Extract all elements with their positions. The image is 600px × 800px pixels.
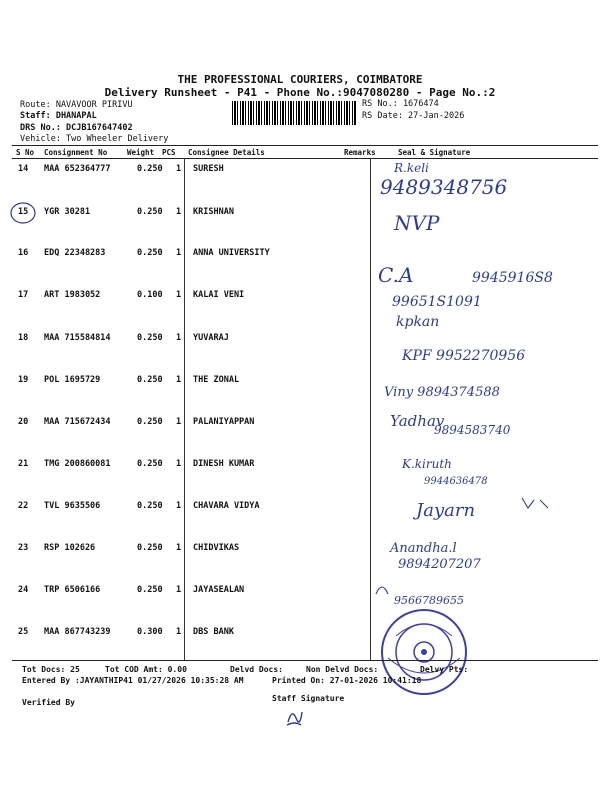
sig-row21-phone: 9944636478 [424, 476, 488, 487]
staff-signature-mark [284, 706, 304, 728]
row-weight: 0.250 [137, 543, 163, 553]
col-pcs: PCS [162, 148, 176, 157]
row-weight: 0.250 [137, 333, 163, 343]
sig-row23-name: Anandha.l [390, 541, 457, 556]
verified-by: Verified By [22, 698, 75, 707]
row-consignment: TVL 9635506 [44, 501, 101, 511]
row-consignee: CHIDVIKAS [193, 543, 240, 553]
barcode [232, 101, 357, 125]
sig-row15: NVP [394, 211, 440, 235]
sig-row14-phone: 9489348756 [380, 175, 508, 199]
sig-row16-phone: 9945916S8 [472, 270, 553, 286]
row-weight: 0.250 [137, 164, 163, 174]
delvy-pts: Delvy Pts: [420, 665, 469, 674]
row-consignee: ANNA UNIVERSITY [193, 248, 270, 258]
row-consignment: MAA 652364777 [44, 164, 111, 174]
row-consignee: DINESH KUMAR [193, 459, 255, 469]
row-pcs: 1 [176, 164, 182, 174]
sig-row22: Jayarn [416, 500, 476, 521]
staff-label: Staff: DHANAPAL [20, 111, 97, 121]
row-consignment: TMG 200860081 [44, 459, 111, 469]
row-sno: 15 [18, 207, 29, 217]
runsheet-title: Delivery Runsheet - P41 - Phone No.:9047080280 - Page No.:2 [104, 86, 496, 99]
row-pcs: 1 [176, 290, 182, 300]
col-weight: Weight [127, 148, 155, 157]
row-pcs: 1 [176, 585, 182, 595]
header-top-rule [12, 145, 598, 146]
sig-row16-name: C.A [378, 263, 414, 287]
row-consignee: JAYASEALAN [193, 585, 245, 595]
sig-row18: KPF 9952270956 [402, 348, 526, 364]
row-weight: 0.250 [137, 585, 163, 595]
row-consignee: YUVARAJ [193, 333, 229, 343]
vehicle-label: Vehicle: Two Wheeler Delivery [20, 134, 169, 144]
sig-row19: Viny 9894374588 [384, 385, 500, 400]
row-sno: 22 [18, 501, 29, 511]
row-consignment: EDQ 22348283 [44, 248, 106, 258]
entered-by: Entered By :JAYANTHIP41 01/27/2026 10:35:28 AM [22, 676, 244, 685]
sig-row17-phone: 99651S1091 [392, 294, 482, 310]
row-consignee: SURESH [193, 164, 224, 174]
row-weight: 0.300 [137, 627, 163, 637]
row-consignee: PALANIYAPPAN [193, 417, 255, 427]
row-consignee: DBS BANK [193, 627, 234, 637]
row-pcs: 1 [176, 459, 182, 469]
row-weight: 0.250 [137, 248, 163, 258]
row-weight: 0.250 [137, 501, 163, 511]
row-sno: 23 [18, 543, 29, 553]
row-consignee: KRISHNAN [193, 207, 234, 217]
row-sno: 14 [18, 164, 29, 174]
row-consignment: MAA 715672434 [44, 417, 111, 427]
printed-on: Printed On: 27-01-2026 10:41:18 [272, 676, 422, 685]
row-sno: 16 [18, 248, 29, 258]
sig-row21-name: K.kiruth [402, 457, 452, 471]
row-consignee: CHAVARA VIDYA [193, 501, 260, 511]
row-consignment: YGR 30281 [44, 207, 91, 217]
row-weight: 0.100 [137, 290, 163, 300]
row-weight: 0.250 [137, 417, 163, 427]
row-sno: 21 [18, 459, 29, 469]
row-consignment: RSP 102626 [44, 543, 96, 553]
row-pcs: 1 [176, 207, 182, 217]
row-consignee: THE ZONAL [193, 375, 240, 385]
hand-circle-mark [8, 200, 38, 226]
row-sno: 17 [18, 290, 29, 300]
row-consignment: TRP 6506166 [44, 585, 101, 595]
drs-label: DRS No.: DCJB167647402 [20, 123, 133, 133]
sig-row23-phone: 9894207207 [398, 557, 481, 572]
col-consignee: Consignee Details [188, 148, 265, 157]
row-sno: 20 [18, 417, 29, 427]
row-sno: 24 [18, 585, 29, 595]
row-consignee: KALAI VENI [193, 290, 245, 300]
footer-rule [12, 660, 598, 661]
rs-number: RS No.: 1676474 [362, 99, 439, 109]
row-pcs: 1 [176, 417, 182, 427]
row-pcs: 1 [176, 543, 182, 553]
sig-row24: 9566789655 [394, 594, 464, 607]
tot-docs: Tot Docs: 25 [22, 665, 80, 674]
col-sno: S No [16, 148, 35, 157]
non-delvd-docs: Non Delvd Docs: [306, 665, 379, 674]
sig-row17-name: kpkan [396, 314, 440, 330]
row-pcs: 1 [176, 333, 182, 343]
sig-row20-phone: 9894583740 [434, 423, 511, 437]
row-weight: 0.250 [137, 375, 163, 385]
row-consignment: ART 1983052 [44, 290, 101, 300]
row-pcs: 1 [176, 501, 182, 511]
row-consignment: POL 1695729 [44, 375, 101, 385]
row-consignment: MAA 715584814 [44, 333, 111, 343]
row-consignment: MAA 867743239 [44, 627, 111, 637]
col-seal: Seal & Signature [398, 148, 471, 157]
sig-row20-name: Yadhav [390, 412, 445, 430]
delvd-docs: Delvd Docs: [230, 665, 283, 674]
row-weight: 0.250 [137, 459, 163, 469]
row-pcs: 1 [176, 248, 182, 258]
staff-signature-label: Staff Signature [272, 694, 345, 703]
row-weight: 0.250 [137, 207, 163, 217]
row-sno: 18 [18, 333, 29, 343]
company-title: THE PROFESSIONAL COURIERS, COIMBATORE [177, 73, 423, 86]
row-pcs: 1 [176, 627, 182, 637]
row-sno: 25 [18, 627, 29, 637]
row-pcs: 1 [176, 375, 182, 385]
rs-date: RS Date: 27-Jan-2026 [362, 111, 465, 121]
route-label: Route: NAVAVOOR PIRIVU [20, 100, 133, 110]
sig-row14-name: R.keli [394, 161, 429, 175]
handwritten-signatures [372, 158, 598, 658]
col-consignment: Consignment No [44, 148, 108, 157]
col-remarks: Remarks [344, 148, 376, 157]
row-sno: 19 [18, 375, 29, 385]
tot-cod: Tot COD Amt: 0.00 [105, 665, 187, 674]
